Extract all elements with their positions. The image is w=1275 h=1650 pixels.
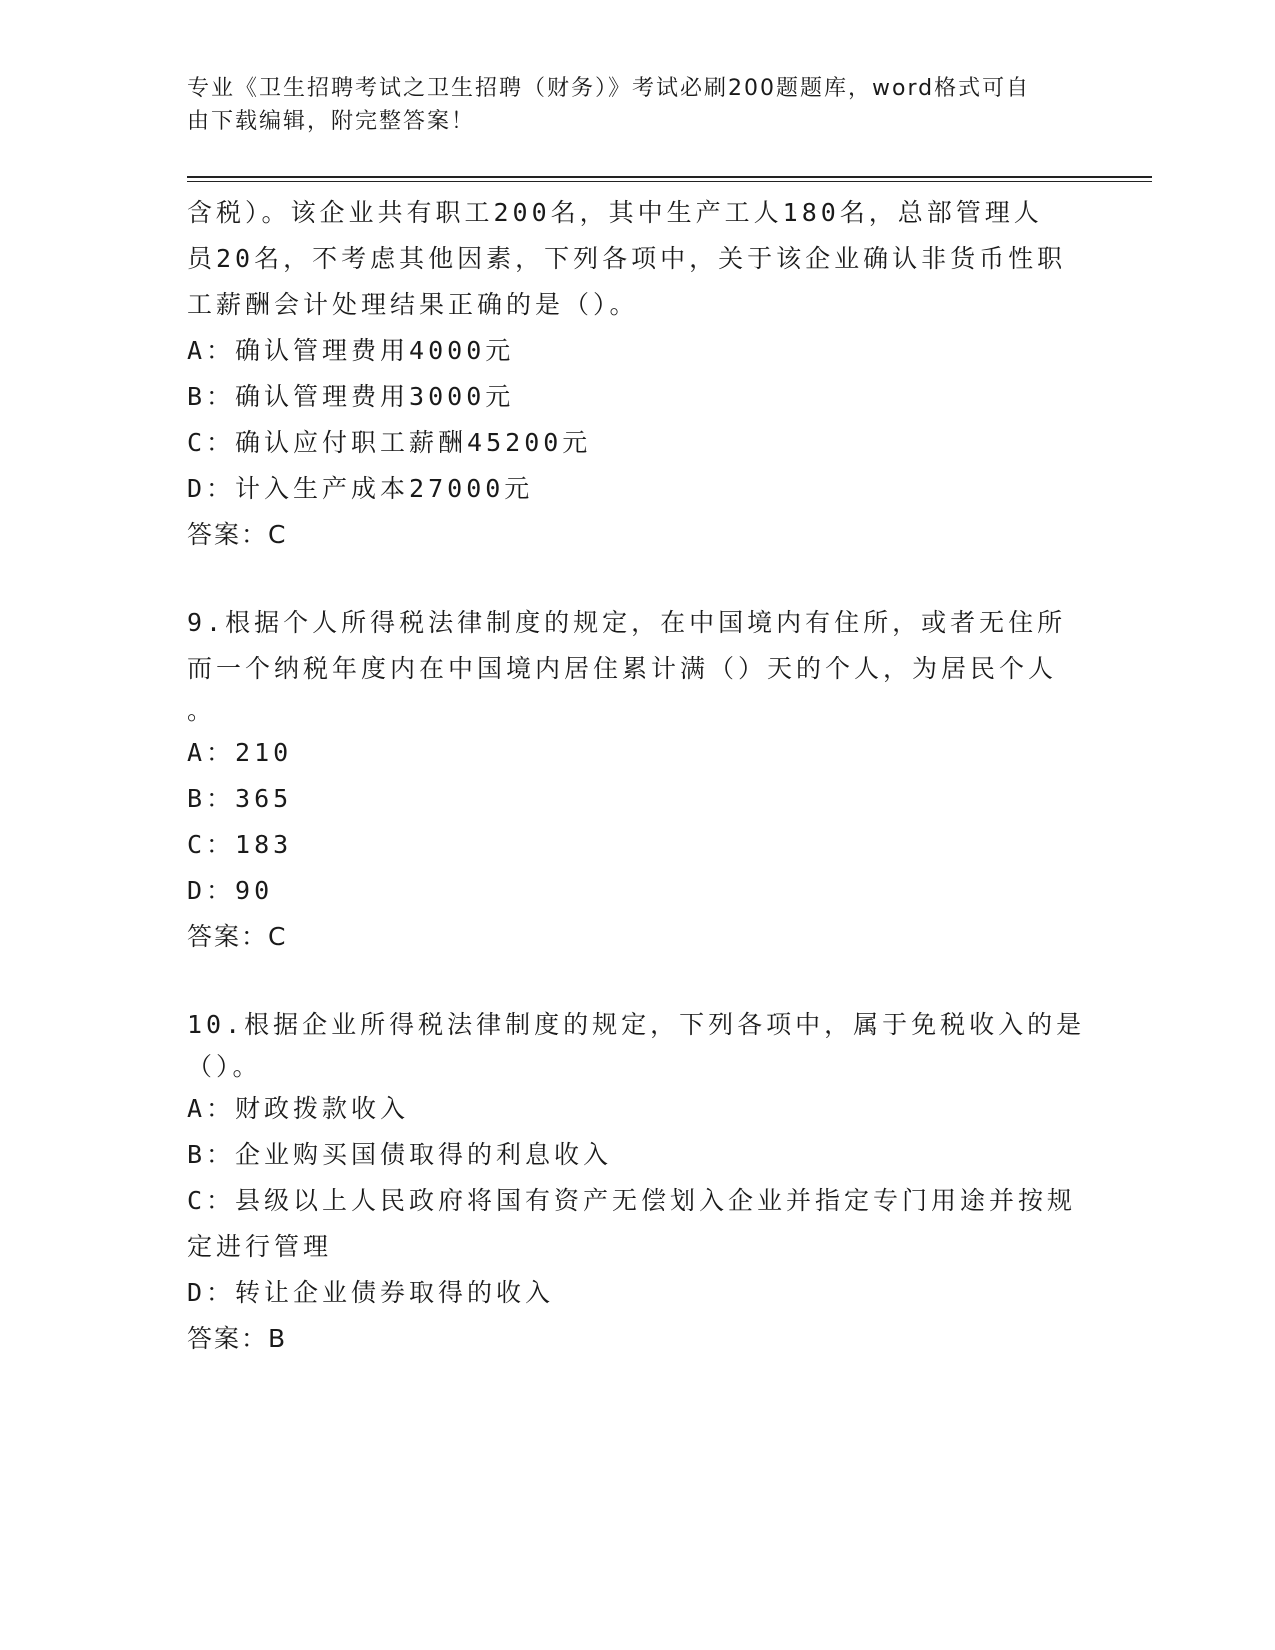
answer: 答案：C <box>187 520 288 549</box>
question-gap <box>187 558 1087 600</box>
question-text-line: 工薪酬会计处理结果正确的是（）。 <box>187 290 639 319</box>
question-text-line: 。 <box>187 696 217 725</box>
question-text-line: 员20名，不考虑其他因素，下列各项中，关于该企业确认非货币性职 <box>187 244 1067 273</box>
answer: 答案：C <box>187 922 288 951</box>
header-divider-thin <box>187 181 1152 182</box>
question-8 <box>187 190 1087 558</box>
question-text-line: 10.根据企业所得税法律制度的规定，下列各项中，属于免税收入的是 <box>187 1010 1086 1039</box>
document-header <box>187 72 1067 138</box>
option-c-continued: 定进行管理 <box>187 1232 333 1261</box>
question-gap <box>187 960 1087 1002</box>
option-a: A：财政拨款收入 <box>187 1094 410 1123</box>
option-c: C：确认应付职工薪酬45200元 <box>187 428 592 457</box>
option-d: D：转让企业债券取得的收入 <box>187 1278 555 1307</box>
question-9 <box>187 600 1087 960</box>
option-c: C：183 <box>187 830 293 859</box>
question-text-line: 9.根据个人所得税法律制度的规定，在中国境内有住所，或者无住所 <box>187 608 1067 637</box>
question-text-line: 含税）。该企业共有职工200名，其中生产工人180名，总部管理人 <box>187 198 1043 227</box>
question-text-line: 而一个纳税年度内在中国境内居住累计满（）天的个人，为居民个人 <box>187 654 1058 683</box>
header-line-1: 专业《卫生招聘考试之卫生招聘（财务）》考试必刷200题题库，word格式可自 <box>187 76 1031 101</box>
option-c: C：县级以上人民政府将国有资产无偿划入企业并指定专门用途并按规 <box>187 1186 1077 1215</box>
option-a: A：确认管理费用4000元 <box>187 336 515 365</box>
option-a: A：210 <box>187 738 293 767</box>
option-d: D：计入生产成本27000元 <box>187 474 534 503</box>
option-d: D：90 <box>187 876 274 905</box>
header-divider-thick <box>187 176 1152 178</box>
question-content <box>187 190 1087 1362</box>
header-line-2: 由下载编辑，附完整答案！ <box>187 109 476 134</box>
option-b: B：企业购买国债取得的利息收入 <box>187 1140 613 1169</box>
question-10 <box>187 1002 1087 1362</box>
question-text-line: （）。 <box>187 1052 262 1081</box>
option-b: B：确认管理费用3000元 <box>187 382 515 411</box>
option-b: B：365 <box>187 784 293 813</box>
answer: 答案：B <box>187 1324 288 1353</box>
